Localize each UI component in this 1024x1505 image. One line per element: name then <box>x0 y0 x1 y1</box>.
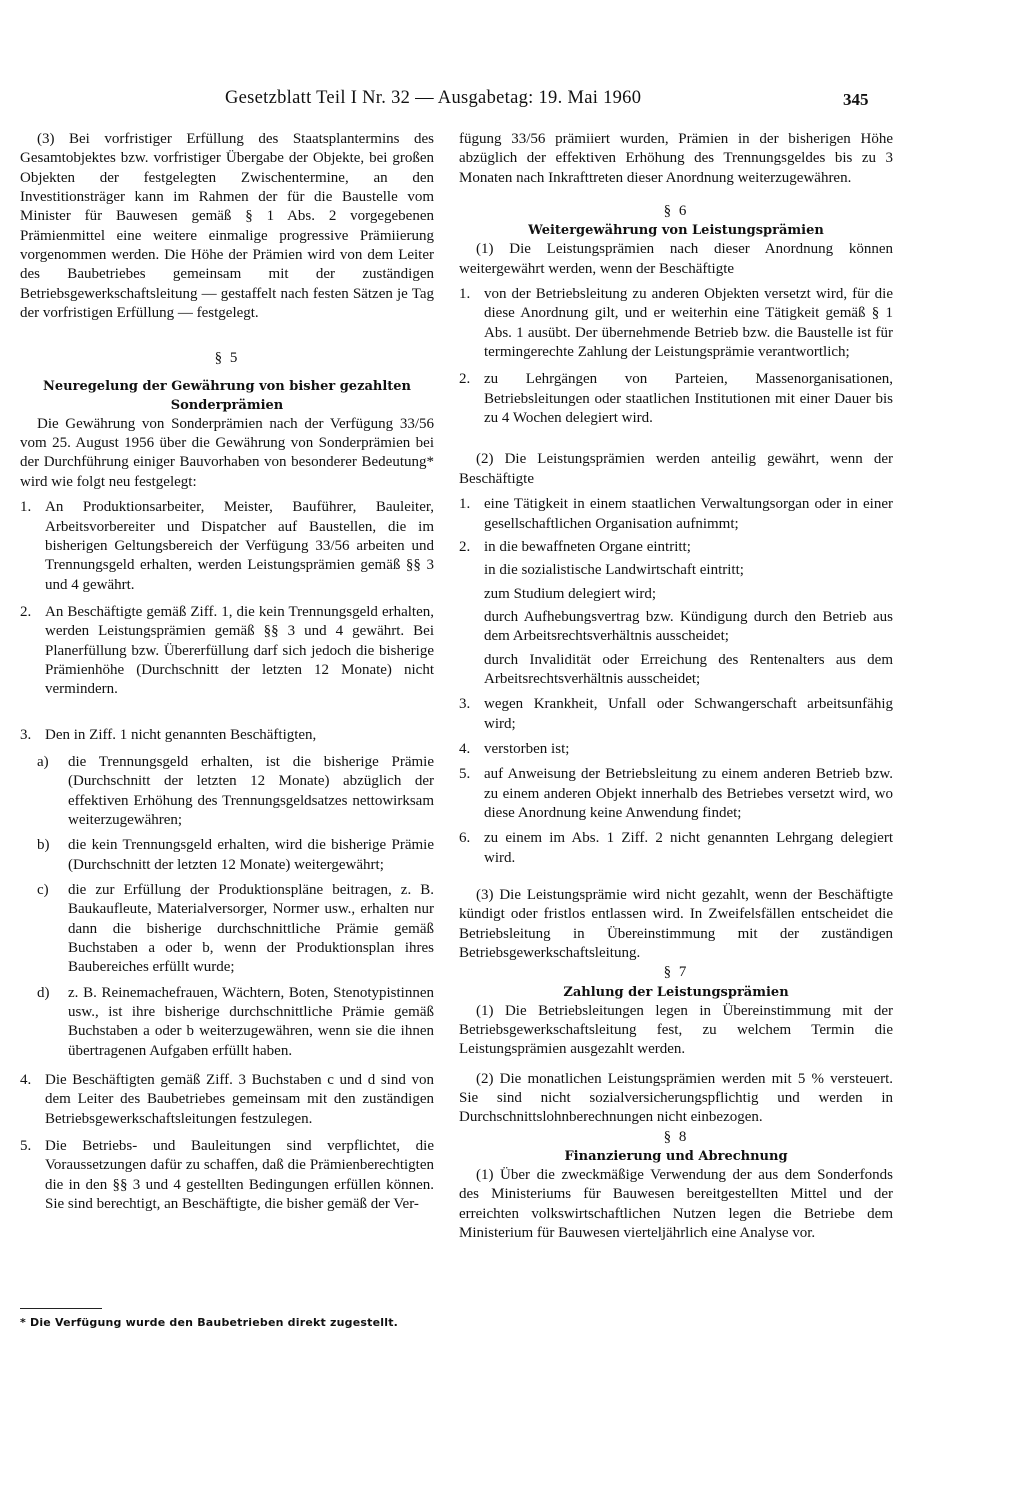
section-7-paragraph-1: (1) Die Betriebsleitungen legen in Übereinstimmung mit der Betriebsgewerkschaftsleitung fest, zu welchem Termin die Leistungsprämien ausgezahlt werden. <box>459 1002 893 1058</box>
section-6-paragraph-1: (1) Die Leistungsprämien nach dieser Anordnung können weitergewährt werden, wenn der Beschäftigte <box>459 241 893 277</box>
right-column <box>459 130 893 1244</box>
list-item-4: 4. Die Beschäftigten gemäß Ziff. 3 Buchstaben c und d sind von dem Leiter des Baubetriebes gemeinsam mit den zuständigen Betriebsgewerkschaftsleitungen festzulegen. <box>20 1072 434 1127</box>
s6-p2-item-3: 3. wegen Krankheit, Unfall oder Schwangerschaft arbeitsunfähig wird; <box>459 696 893 732</box>
page-number: 345 <box>843 90 869 109</box>
footnote: * Die Verfügung wurde den Baubetrieben direkt zugestellt. <box>20 1316 399 1329</box>
s6-p2-item-2: 2. in die bewaffneten Organe eintritt; in die sozialistische Landwirtschaft eintritt; zum Studium delegiert wird; durch Aufhebungsvertrag bzw. Kündigung durch den Betrieb aus dem Arbeitsrechtsverhältnis ausscheidet; durch Invalidität oder Erreichung des Rentenalters aus dem Arbeitsrechtsverhältnis ausscheidet; <box>459 538 893 687</box>
section-7-paragraph-2: (2) Die monatlichen Leistungsprämien werden mit 5 % versteuert. Sie sind nicht sozialversicherungspflichtig und werden in Durchschnittslohnberechnungen nicht einbezogen. <box>459 1070 893 1126</box>
section-5-title: Neuregelung der Gewährung von bisher gezahlten Sonderprämien <box>42 378 412 413</box>
s6-p1-item-2: 2. zu Lehrgängen von Parteien, Massenorganisationen, Betriebsleitungen oder staatlichen Institutionen mit einer Dauer bis zu 4 Wochen delegiert wird. <box>459 371 893 427</box>
list-item-3b: b) die kein Trennungsgeld erhalten, wird die bisherige Prämie (Durchschnitt der letzten 12 Monate) weitergewährt; <box>37 837 434 873</box>
section-8-paragraph-1: (1) Über die zweckmäßige Verwendung der aus dem Sonderfonds des Ministeriums für Bauwesen bereitgestellten Mittel und der erreichten volkswirtschaftlichen Nutzen legen die Betriebe dem Ministerium für Bauwesen vierteljährlich eine Analyse vor. <box>459 1167 893 1242</box>
list-item-1: 1. An Produktionsarbeiter, Meister, Bauführer, Bauleiter, Arbeitsvorbereiter und Dispatcher auf Baustellen, die im bisherigen Geltungsbereich der Verfügung 33/56 arbeiten und Trennungsgeld erhalten, werden Leistungsprämien gemäß §§ 3 und 4 gewährt. <box>20 499 434 593</box>
section-6-title: Weitergewährung von Leistungsprämien <box>528 223 824 239</box>
section-6-paragraph-2: (2) Die Leistungsprämien werden anteilig gewährt, wenn der Beschäftigte <box>459 451 893 487</box>
section-7-number: § 7 <box>663 964 689 981</box>
paragraph-3: (3) Bei vorfristiger Erfüllung des Staatsplantermins des Gesamtobjektes bzw. vorfristiger Übergabe der Objekte, bei großen Objekten der festgelegten Zwischentermine, an den Investitionsträger kann im Rahmen der für die Baustelle vom Minister für Bauwesen gemäß § 1 Abs. 2 vorgegebenen Prämienmittel eine weitere einmalige progressive Prämiierung vorgenommen werden. Die Höhe der Prämien wird von dem Leiter des Baubetriebes gemeinsam mit der zuständigen Betriebsgewerkschaftsleitung — gestaffelt nach festen Sätzen je Tag der vorfristigen Erfüllung — festgelegt. <box>20 131 434 322</box>
list-item-5: 5. Die Betriebs- und Bauleitungen sind verpflichtet, die Voraussetzungen dafür zu schaffen, daß die Prämienberechtigten die in den §§ 3 und 4 gestellten Bedingungen erfüllen können. Sie sind berechtigt, an Beschäftigte, die bisher gemäß der Ver- <box>20 1138 434 1213</box>
section-5-intro: Die Gewährung von Sonderprämien nach der Verfügung 33/56 vom 25. August 1956 über die Gewährung von Sonderprämien bei der Durchführung einiger Bauvorhaben von besonderer Bedeutung* wird wie folgt neu festgelegt: <box>20 415 434 490</box>
section-6-paragraph-3: (3) Die Leistungsprämie wird nicht gezahlt, wenn der Beschäftigte kündigt oder fristlos entlassen wird. In Zweifelsfällen entscheidet die Betriebsleitung in Übereinstimmung mit der zuständigen Betriebsgewerkschaftsleitung. <box>459 887 893 962</box>
s6-p2-item-6: 6. zu einem im Abs. 1 Ziff. 2 nicht genannten Lehrgang delegiert wird. <box>459 830 893 866</box>
footnote-rule <box>20 1308 102 1309</box>
continued-paragraph: fügung 33/56 prämiiert wurden, Prämien in der bisherigen Höhe abzüglich der effektiven Erhöhung des Trennungsgeldes bis zu 3 Monaten nach Inkrafttreten dieser Anordnung weiterzugewähren. <box>459 131 893 186</box>
header-title: Gesetzblatt Teil I Nr. 32 — Ausgabetag: 19. Mai 1960 <box>225 88 642 108</box>
section-7-title: Zahlung der Leistungsprämien <box>563 984 789 1000</box>
s6-p2-item-1: 1. eine Tätigkeit in einem staatlichen Verwaltungsorgan oder in einer gesellschaftlichen Organisation aufnimmt; <box>459 496 893 532</box>
list-item-2: 2. An Beschäftigte gemäß Ziff. 1, die kein Trennungsgeld erhalten, werden Leistungsprämien gemäß §§ 3 und 4 gewährt. Bei Planerfüllung bzw. Übererfüllung darf sich jedoch die bisherige Prämienhöhe (Durchschnitt der letzten 12 Monate) nicht vermindern. <box>20 603 434 698</box>
section-6-number: § 6 <box>663 203 689 220</box>
section-8-number: § 8 <box>663 1128 689 1145</box>
list-item-3c: c) die zur Erfüllung der Produktionspläne beitragen, z. B. Baukaufleute, Materialversorger, Normer usw., erhalten nur dann die bisherige durchschnittliche Prämie gemäß Buchstaben a oder b, wenn der Produktionsplan ihres Baubereiches erfüllt wurde; <box>37 882 434 976</box>
s6-p1-item-1: 1. von der Betriebsleitung zu anderen Objekten versetzt wird, für die diese Anordnung gilt, und er weiterhin eine Tätigkeit gemäß § 1 Abs. 1 ausübt. Der übernehmende Betrieb bzw. die Baustelle ist für termingerechte Zahlung der Leistungsprämie verantwortlich; <box>459 286 893 361</box>
list-item-3d: d) z. B. Reinemachefrauen, Wächtern, Boten, Stenotypistinnen usw., ist ihre bisherige durchschnittliche Prämie gemäß Buchstaben a oder b weiterzugewähren, wenn sie die ihnen übertragenen Aufgaben erfüllt haben. <box>37 984 434 1059</box>
section-8-title: Finanzierung und Abrechnung <box>564 1149 788 1165</box>
left-column <box>20 130 434 1215</box>
s6-p2-item-5: 5. auf Anweisung der Betriebsleitung zu einem anderen Betrieb bzw. zu einem anderen Objekt innerhalb des Betriebes versetzt wird, wo diese Anordnung keine Anwendung findet; <box>459 766 893 821</box>
list-item-3a: a) die Trennungsgeld erhalten, ist die bisherige Prämie (Durchschnitt der letzten 12 Monate) abzüglich der effektiven Erhöhung des Trennungsgeldsatzes nettowirksam weiterzugewähren; <box>37 753 434 828</box>
page-header <box>0 88 1024 114</box>
list-item-3: 3. Den in Ziff. 1 nicht genannten Beschäftigten, <box>20 726 317 743</box>
section-5-number: § 5 <box>214 350 240 367</box>
s6-p2-item-4: 4. verstorben ist; <box>459 740 570 757</box>
